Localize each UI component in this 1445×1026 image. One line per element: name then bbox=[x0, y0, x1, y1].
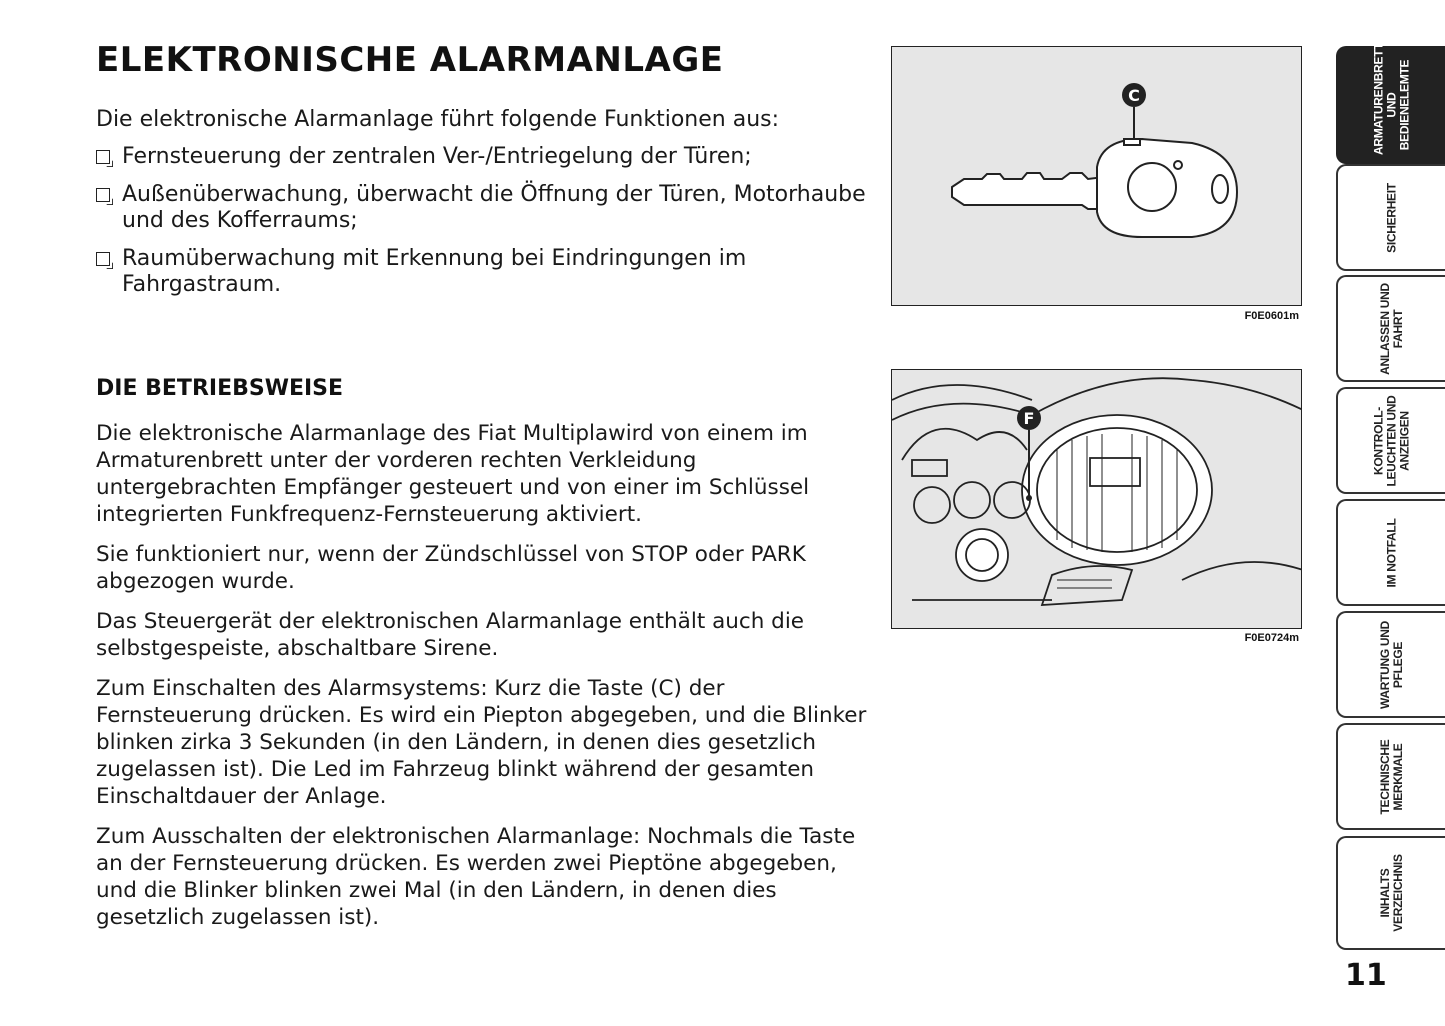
tab-inhaltsverzeichnis[interactable]: INHALTS VERZEICHNIS bbox=[1336, 836, 1445, 950]
dashboard-illustration bbox=[892, 370, 1302, 629]
checkbox-bullet-icon bbox=[96, 188, 110, 202]
intro-block bbox=[96, 106, 886, 310]
section-body bbox=[96, 420, 876, 944]
tab-anlassen[interactable]: ANLASSEN UND FAHRT bbox=[1336, 275, 1445, 382]
page-title: ELEKTRONISCHE ALARMANLAGE bbox=[96, 40, 724, 80]
checkbox-bullet-icon bbox=[96, 150, 110, 164]
tab-sicherheit[interactable]: SICHERHEIT bbox=[1336, 164, 1445, 271]
tab-notfall[interactable]: IM NOTFALL bbox=[1336, 499, 1445, 606]
callout-c: C bbox=[1128, 86, 1140, 105]
paragraph: Zum Einschalten des Alarmsystems: Kurz die Taste (C) der Fernsteuerung drücken. Es wird ein Piepton abgegeben, und die Blinker blinken zirka 3 Sekunden (in den Ländern, in denen dies gesetzlich zugelassen ist). Die Led im Fahrzeug blinkt während der gesamten Einschaltdauer der Anlage. bbox=[96, 676, 867, 809]
paragraph: Das Steuergerät der elektronischen Alarmanlage enthält auch die selbstgespeiste, abschaltbare Sirene. bbox=[96, 609, 805, 661]
tab-armaturenbrett[interactable]: ARMATURENBRETT UND BEDIENELEMTE bbox=[1336, 46, 1445, 164]
paragraph: Die elektronische Alarmanlage des Fiat Multiplawird von einem im Armaturenbrett unter der vorderen rechten Verkleidung untergebrachten Empfänger gesteuert und von einer im Schlüssel integrierten Funkfrequenz-Fernsteuerung aktiviert. bbox=[96, 421, 810, 527]
callout-f: F bbox=[1023, 409, 1035, 428]
list-item: Raumüberwachung mit Erkennung bei Eindringungen im Fahrgastraum. bbox=[96, 246, 886, 298]
key-remote-figure bbox=[891, 46, 1302, 306]
section-heading: DIE BETRIEBSWEISE bbox=[96, 376, 344, 401]
tab-wartung[interactable]: WARTUNG UND PFLEGE bbox=[1336, 611, 1445, 718]
checkbox-bullet-icon bbox=[96, 252, 110, 266]
list-item: Außenüberwachung, überwacht die Öffnung der Türen, Motorhaube und des Kofferraums; bbox=[96, 182, 886, 234]
dashboard-figure bbox=[891, 369, 1302, 629]
function-list bbox=[96, 144, 886, 298]
list-item: Fernsteuerung der zentralen Ver-/Entriegelung der Türen; bbox=[96, 144, 886, 170]
page-number: 11 bbox=[1345, 958, 1387, 993]
figure-code: F0E0601m bbox=[1244, 310, 1299, 322]
tab-technische-merkmale[interactable]: TECHNISCHE MERKMALE bbox=[1336, 723, 1445, 830]
tab-kontrollleuchten[interactable]: KONTROLL- LEUCHTEN UND ANZEIGEN bbox=[1336, 387, 1445, 494]
figure-code: F0E0724m bbox=[1244, 632, 1299, 644]
key-remote-illustration bbox=[892, 47, 1302, 306]
paragraph: Zum Ausschalten der elektronischen Alarmanlage: Nochmals die Taste an der Fernsteuerung drücken. Es werden zwei Pieptöne abgegeben, und die Blinker blinken zwei Mal (in den Ländern, in denen dies gesetzlich zugelassen ist). bbox=[96, 824, 856, 930]
paragraph: Sie funktioniert nur, wenn der Zündschlüssel von STOP oder PARK abgezogen wurde. bbox=[96, 542, 806, 594]
intro-lead: Die elektronische Alarmanlage führt folgende Funktionen aus: bbox=[96, 107, 780, 132]
